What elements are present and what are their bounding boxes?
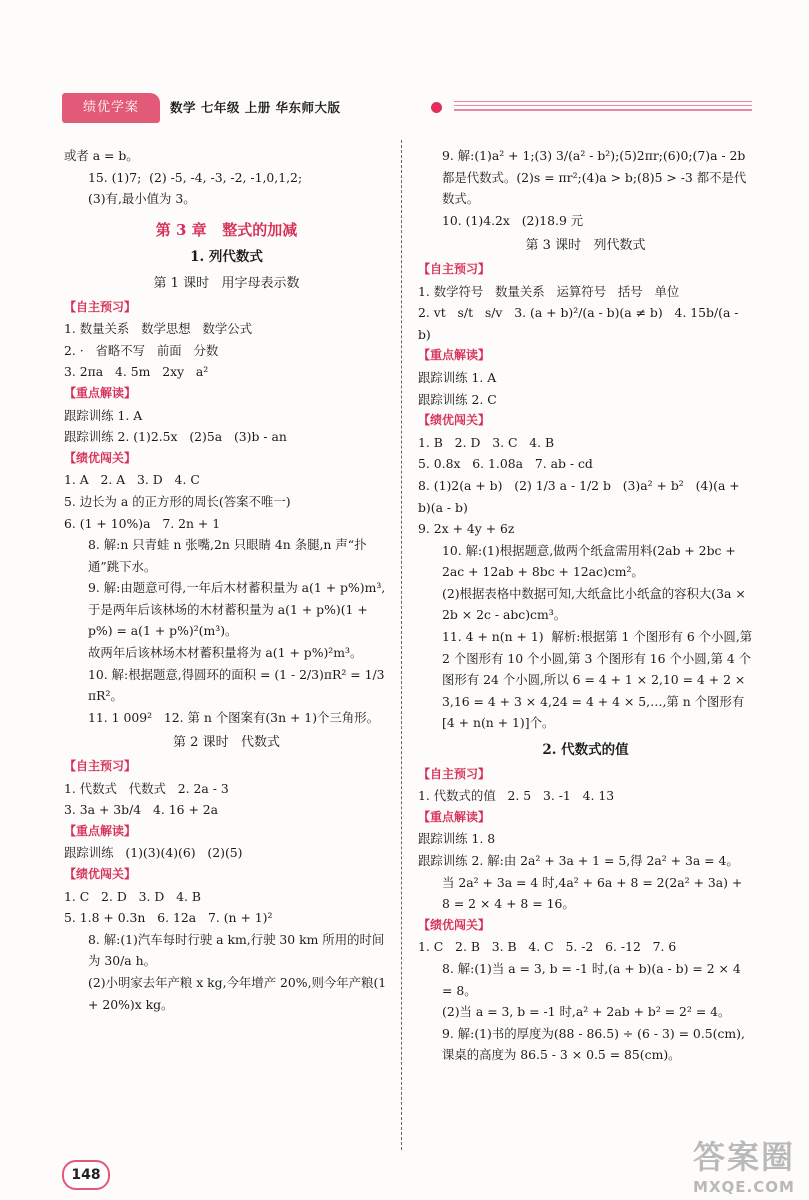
answer-line: 5. 0.8x 6. 1.08a 7. ab - cd	[418, 456, 593, 472]
section-title: 1. 列代数式	[190, 249, 263, 266]
right-column	[418, 145, 757, 1066]
answer-line: 11. 1 009² 12. 第 n 个图案有(3n + 1)个三角形。	[88, 709, 379, 725]
watermark-main: 答案圈	[692, 1138, 795, 1176]
section-tag: 【绩优闯关】	[64, 867, 137, 881]
answer-line: 2. vt s/t s/v 3. (a + b)²/(a - b)(a ≠ b) 4. 15b/(a - b)	[418, 305, 743, 342]
answer-line: 1. 数学符号 数量关系 运算符号 括号 单位	[418, 283, 680, 299]
section-tag: 【重点解读】	[418, 348, 491, 363]
section-tag: 【绩优闯关】	[418, 413, 491, 428]
left-column	[64, 145, 389, 1015]
column-divider	[401, 140, 402, 1150]
answer-line: 8. 解:(1)汽车每时行驶 a km,行驶 30 km 所用的时间为 30/a h。	[88, 931, 385, 969]
answer-line: 1. A 2. A 3. D 4. C	[64, 472, 200, 488]
section-tag: 【自主预习】	[418, 766, 491, 781]
header-dot	[431, 102, 442, 113]
header-rule	[454, 101, 752, 102]
lesson-title: 第 2 课时 代数式	[173, 735, 280, 751]
answer-line: 9. 解:(1)书的厚度为(88 - 86.5) ÷ (6 - 3) = 0.5(cm),课桌的高度为 86.5 - 3 × 0.5 = 85(cm)。	[442, 1025, 745, 1063]
answer-line: 跟踪训练 1. A	[418, 369, 497, 385]
answer-line: 1. C 2. B 3. B 4. C 5. -2 6. -12 7. 6	[418, 939, 677, 955]
answer-line: 当 2a² + 3a = 4 时,4a² + 6a + 8 = 2(2a² + 3a) + 8 = 2 × 4 + 8 = 16。	[442, 874, 747, 912]
section-tag: 【自主预习】	[418, 261, 491, 276]
brand-tab: 绩优学案	[62, 93, 160, 123]
answer-line: 10. 解:根据题意,得圆环的面积 = (1 - 2/3)πR² = 1/3 πR²。	[88, 666, 389, 704]
section-tag: 【自主预习】	[64, 299, 137, 314]
section-tag: 【重点解读】	[418, 809, 491, 824]
page-header	[62, 93, 752, 125]
header-rule	[454, 105, 752, 106]
answer-line: 8. 解:(1)当 a = 3, b = -1 时,(a + b)(a - b) = 2 × 4 = 8。	[442, 960, 745, 998]
answer-line: (2)小明家去年产粮 x kg,今年增产 20%,则今年产粮(1 + 20%)x kg。	[88, 974, 391, 1012]
answer-line: 1. 代数式的值 2. 5 3. -1 4. 13	[418, 788, 615, 804]
answer-line: 2. · 省略不写 前面 分数	[64, 342, 219, 358]
answer-line: 10. (1)4.2x (2)18.9 元	[442, 212, 584, 228]
answer-line: 8. (1)2(a + b) (2) 1/3 a - 1/2 b (3)a² + b² (4)(a + b)(a - b)	[418, 477, 744, 515]
header-rule	[454, 109, 752, 111]
answer-line: (2)当 a = 3, b = -1 时,a² + 2ab + b² = 2² = 4。	[442, 1004, 731, 1020]
answer-line: 跟踪训练 2. C	[418, 391, 497, 407]
answer-line: (3)有,最小值为 3。	[88, 191, 196, 207]
section-title: 2. 代数式的值	[542, 742, 629, 759]
answer-line: 跟踪训练 (1)(3)(4)(6) (2)(5)	[64, 845, 243, 861]
section-tag: 【自主预习】	[64, 759, 137, 774]
answer-line: 1. 数量关系 数学思想 数学公式	[64, 321, 253, 337]
answer-line: 3. 3a + 3b/4 4. 16 + 2a	[64, 802, 219, 818]
answer-line: 6. (1 + 10%)a 7. 2n + 1	[64, 515, 221, 531]
lesson-title: 第 3 课时 列代数式	[525, 238, 646, 254]
answer-line: 跟踪训练 2. (1)2.5x (2)5a (3)b - an	[64, 429, 287, 445]
answer-line: 8. 解:n 只青蛙 n 张嘴,2n 只眼睛 4n 条腿,n 声“扑通”跳下水。	[88, 537, 367, 574]
page-number: 148	[62, 1160, 110, 1190]
answer-line: 15. (1)7; (2) -5, -4, -3, -2, -1,0,1,2;	[88, 169, 303, 185]
answer-line: 5. 边长为 a 的正方形的周长(答案不唯一)	[64, 493, 291, 509]
answer-line: 11. 4 + n(n + 1) 解析:根据第 1 个图形有 6 个小圆,第 2 个图形有 10 个小圆,第 3 个图形有 16 个小圆,第 4 个图形有 24 个小圆,所以 6 = 4 + 1 × 2,10 = 4 + 2 × 3,16 = 4 + 3 × 4,24 = 4 + 4 × 5,…,第 n 个图形有[4 + n(n + 1)]个。	[442, 629, 757, 731]
section-tag: 【绩优闯关】	[418, 917, 491, 932]
lesson-title: 第 1 课时 用字母表示数	[153, 275, 300, 291]
answer-line: 3. 2πa 4. 5m 2xy a²	[64, 364, 209, 380]
answer-line: 跟踪训练 2. 解:由 2a² + 3a + 1 = 5,得 2a² + 3a = 4。	[418, 853, 739, 868]
answer-line: 9. 解:(1)a² + 1;(3) 3/(a² - b²);(5)2πr;(6)0;(7)a - 2b 都是代数式。(2)s = πr²;(4)a > b;(8)5 > -3 都不是代数式。	[442, 148, 750, 207]
chapter-title: 第 3 章 整式的加减	[155, 220, 298, 239]
section-tag: 【重点解读】	[64, 823, 137, 838]
answer-line: 或者 a = b。	[64, 148, 139, 163]
watermark-url: MXQE.COM	[693, 1178, 795, 1196]
section-tag: 【重点解读】	[64, 385, 137, 400]
answer-line: 跟踪训练 1. 8	[418, 831, 496, 847]
answer-line: (2)根据表格中数据可知,大纸盒比小纸盒的容积大(3a × 2b × 2c - abc)cm³。	[442, 585, 750, 623]
answer-line: 1. C 2. D 3. D 4. B	[64, 888, 201, 904]
header-title: 数学 七年级 上册 华东师大版	[170, 100, 341, 115]
answer-line: 1. 代数式 代数式 2. 2a - 3	[64, 780, 229, 796]
answer-line: 跟踪训练 1. A	[64, 407, 143, 423]
answer-line: 5. 1.8 + 0.3n 6. 12a 7. (n + 1)²	[64, 910, 273, 926]
watermark-logo	[693, 1132, 795, 1196]
answer-line: 9. 2x + 4y + 6z	[418, 521, 515, 537]
section-tag: 【绩优闯关】	[64, 450, 137, 465]
answer-line: 故两年后该林场木材蓄积量将为 a(1 + p%)²m³。	[88, 645, 363, 661]
answer-line: 1. B 2. D 3. C 4. B	[418, 434, 555, 450]
answer-line: 9. 解:由题意可得,一年后木材蓄积量为 a(1 + p%)m³,于是两年后该林场的木材蓄积量为 a(1 + p%)(1 + p%) = a(1 + p%)²(m³)。	[88, 580, 386, 639]
answer-line: 10. 解:(1)根据题意,做两个纸盒需用料(2ab + 2bc + 2ac + 12ab + 8bc + 12ac)cm²。	[442, 542, 740, 580]
